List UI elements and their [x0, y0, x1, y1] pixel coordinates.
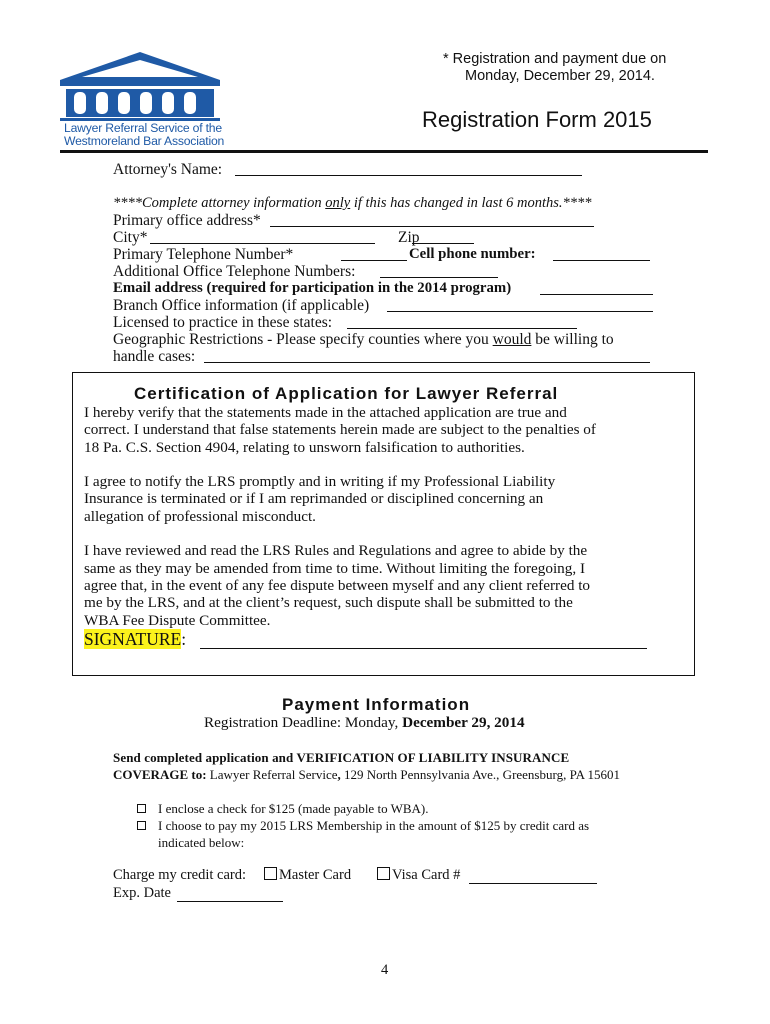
exp-date-label: Exp. Date [113, 885, 171, 901]
cell-phone-field[interactable] [553, 260, 650, 261]
branch-field[interactable] [387, 311, 653, 312]
deadline: Registration Deadline: Monday, December 29, 2014 [204, 714, 525, 731]
page-number: 4 [381, 962, 389, 978]
logo-text-line1: Lawyer Referral Service of the [64, 121, 222, 135]
primary-phone-label: Primary Telephone Number* [113, 246, 294, 263]
certification-heading: Certification of Application for Lawyer Referral [134, 384, 559, 403]
city-row [113, 229, 147, 246]
geo-label-2: handle cases: [113, 348, 196, 365]
wba-logo [58, 50, 223, 148]
zip-label: Zip [398, 229, 420, 246]
charge-label: Charge my credit card: [113, 867, 246, 883]
primary-phone-field[interactable] [341, 260, 407, 261]
charge-row [113, 867, 246, 884]
branch-row [113, 297, 369, 314]
signature-label: SIGNATURE [84, 629, 182, 649]
geo-row-2 [113, 348, 195, 365]
visa-card-checkbox[interactable] [377, 867, 390, 880]
primary-office-field[interactable] [270, 226, 594, 227]
cell-phone-row [409, 246, 536, 263]
card-option-label: I choose to pay my 2015 LRS Membership in the amount of $125 by credit card as indicated below: [158, 818, 590, 850]
update-note: ****Complete attorney information only if this has changed in last 6 months.**** [113, 195, 592, 211]
licensed-row [113, 314, 332, 331]
signature-row: SIGNATURE: [84, 629, 187, 649]
zip-field[interactable] [412, 243, 474, 244]
send-instructions-2: COVERAGE to: Lawyer Referral Service, 129 North Pennsylvania Ave., Greensburg, PA 15601 [113, 767, 621, 782]
city-field[interactable] [150, 243, 375, 244]
city-label: City* [113, 229, 148, 246]
branch-label: Branch Office information (if applicable) [113, 297, 370, 314]
primary-office-label: Primary office address* [113, 212, 261, 229]
exp-date-field[interactable] [177, 901, 283, 902]
card-option-checkbox[interactable] [137, 821, 146, 830]
master-card-option[interactable]: Master Card [264, 867, 351, 884]
check-option-checkbox[interactable] [137, 804, 146, 813]
additional-phone-field[interactable] [380, 277, 498, 278]
courthouse-icon [58, 50, 223, 122]
page-title: Registration Form 2015 [422, 107, 652, 132]
check-option-label: I enclose a check for $125 (made payable to WBA). [158, 801, 429, 816]
header-rule [60, 150, 708, 153]
attorney-name-field[interactable] [235, 175, 582, 176]
additional-phone-label: Additional Office Telephone Numbers: [113, 263, 356, 280]
email-label: Email address (required for participation in the 2014 program) [113, 280, 512, 296]
certification-text: I hereby verify that the statements made in the attached application are true and correct. I understand that false statements herein made are subject to the penalties of 18 Pa. C.S. Section 4904, relating to unsworn falsification to authorities. I agree to notify the LRS promptly and in writing if my Professional Liability Insurance is terminated or if I am reprimanded or disciplined concerning an allegation of professional misconduct. I have reviewed and read the LRS Rules and Regulations and agree to abide by the same as they may be amended from time to time. Without limiting the foregoing, I agree that, in the event of any fee dispute between myself and any client referred to me by the LRS, and at the client’s request, such dispute shall be submitted to the WBA Fee Dispute Committee. [84, 404, 596, 629]
logo-text-line2: Westmoreland Bar Association [64, 134, 225, 148]
due-notice-line1: * Registration and payment due on [443, 51, 667, 67]
email-row [113, 280, 511, 297]
card-number-field[interactable] [469, 883, 597, 884]
signature-field[interactable] [200, 648, 647, 649]
visa-card-option[interactable]: Visa Card # [377, 867, 460, 884]
due-notice-line2: Monday, December 29, 2014. [465, 68, 655, 84]
payment-heading: Payment Information [282, 695, 471, 714]
send-instructions-1: Send completed application and VERIFICATION OF LIABILITY INSURANCE [113, 750, 570, 765]
attorney-name-label: Attorney's Name: [113, 161, 223, 178]
licensed-field[interactable] [347, 328, 577, 329]
additional-phone-row [113, 263, 355, 280]
licensed-label: Licensed to practice in these states: [113, 314, 333, 331]
geo-row: Geographic Restrictions - Please specify counties where you would be willing to [113, 331, 614, 348]
geo-field[interactable] [204, 362, 650, 363]
email-field[interactable] [540, 294, 653, 295]
primary-phone-row [113, 246, 293, 263]
primary-office-row [113, 212, 261, 229]
cell-phone-label: Cell phone number: [409, 246, 536, 262]
exp-date-row [113, 885, 171, 902]
master-card-checkbox[interactable] [264, 867, 277, 880]
attorney-name-row [113, 161, 222, 178]
